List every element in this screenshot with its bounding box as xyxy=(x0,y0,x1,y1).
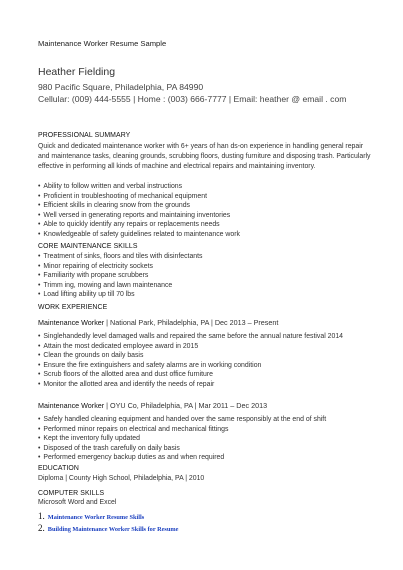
list-item: • Load lifting ability up till 70 lbs xyxy=(38,290,372,300)
contact-block xyxy=(38,82,373,105)
computer-skills-heading: COMPUTER SKILLS xyxy=(38,490,105,497)
list-item: • Efficient skills in clearing snow from the grounds xyxy=(38,201,372,211)
related-link-skills[interactable]: Maintenance Worker Resume Skills xyxy=(47,514,145,521)
related-link-building-skills[interactable]: Building Maintenance Worker Skills for Resume xyxy=(47,526,179,533)
list-item: • Attain the most dedicated employee award in 2015 xyxy=(38,342,372,352)
contact-phones-email: Cellular: (009) 444-5555 | Home : (003) 666-7777 | Email: heather @ email . com xyxy=(38,93,347,104)
computer-skills-line: Microsoft Word and Excel xyxy=(38,499,117,506)
list-item: • Scrub floors of the allotted area and dust office furniture xyxy=(38,370,372,380)
core-skills-heading: CORE MAINTENANCE SKILLS xyxy=(38,243,138,250)
document-title: Maintenance Worker Resume Sample xyxy=(38,39,167,48)
list-item: • Trimm ing, mowing and lawn maintenance xyxy=(38,281,372,291)
link-number: 2. xyxy=(38,523,45,533)
list-item: • Ability to follow written and verbal instructions xyxy=(38,182,372,192)
job-role: Maintenance Worker xyxy=(38,401,105,410)
experience-heading: WORK EXPERIENCE xyxy=(38,304,108,311)
education-line: Diploma | County High School, Philadelphia, PA | 2010 xyxy=(38,475,205,482)
list-item: • Safely handled cleaning equipment and handed over the same responsibly at the end of shift xyxy=(38,415,372,425)
list-item: • Knowledgeable of safety guidelines related to maintenance work xyxy=(38,230,372,240)
job-details: | National Park, Philadelphia, PA | Dec 2013 – Present xyxy=(104,318,279,327)
list-item: • Familiarity with propane scrubbers xyxy=(38,271,372,281)
summary-bullets xyxy=(38,182,372,240)
list-item: • Well versed in generating reports and maintaining inventories xyxy=(38,211,372,221)
summary-heading: PROFESSIONAL SUMMARY xyxy=(38,132,131,139)
candidate-name: Heather Fielding xyxy=(38,66,116,78)
education-heading: EDUCATION xyxy=(38,465,79,472)
list-item: • Performed emergency backup duties as and when required xyxy=(38,453,372,463)
core-skills-bullets xyxy=(38,252,372,300)
job-details: | OYU Co, Philadelphia, PA | Mar 2011 – Dec 2013 xyxy=(104,401,268,410)
link-number: 1. xyxy=(38,511,45,521)
list-item: • Treatment of sinks, floors and tiles with disinfectants xyxy=(38,252,372,262)
list-item: • Proficient in troubleshooting of mechanical equipment xyxy=(38,192,372,202)
list-item: • Performed minor repairs on electrical and mechanical fittings xyxy=(38,425,372,435)
related-links xyxy=(38,511,178,535)
list-item: • Monitor the allotted area and identify the needs of repair xyxy=(38,380,372,390)
job-2-bullets xyxy=(38,415,372,463)
list-item: • Disposed of the trash carefully on daily basis xyxy=(38,444,372,454)
job-1-bullets xyxy=(38,332,372,390)
list-item xyxy=(38,511,178,523)
job-role: Maintenance Worker xyxy=(38,318,105,327)
summary-text: Quick and dedicated maintenance worker with 6+ years of han ds-on experience in handling general repair and maintenance tasks, cleaning grounds, scrubbing floors, dusting furniture and disposing trash. Particularly effective in performing all kinds of machine and electrical repairs and maintaining inventory. xyxy=(38,143,371,170)
list-item: • Kept the inventory fully updated xyxy=(38,434,372,444)
list-item: • Singlehandedly level damaged walls and repaired the same before the annual nature festival 2014 xyxy=(38,332,372,342)
list-item xyxy=(38,523,178,535)
contact-address: 980 Pacific Square, Philadelphia, PA 84990 xyxy=(38,82,204,92)
list-item: • Ensure the fire extinguishers and safety alarms are in working condition xyxy=(38,361,372,371)
list-item: • Minor repairing of electricity sockets xyxy=(38,262,372,272)
job-title-1 xyxy=(38,318,278,327)
list-item: • Able to quickly identify any repairs or replacements needs xyxy=(38,220,372,230)
list-item: • Clean the grounds on daily basis xyxy=(38,351,372,361)
job-title-2 xyxy=(38,401,267,410)
